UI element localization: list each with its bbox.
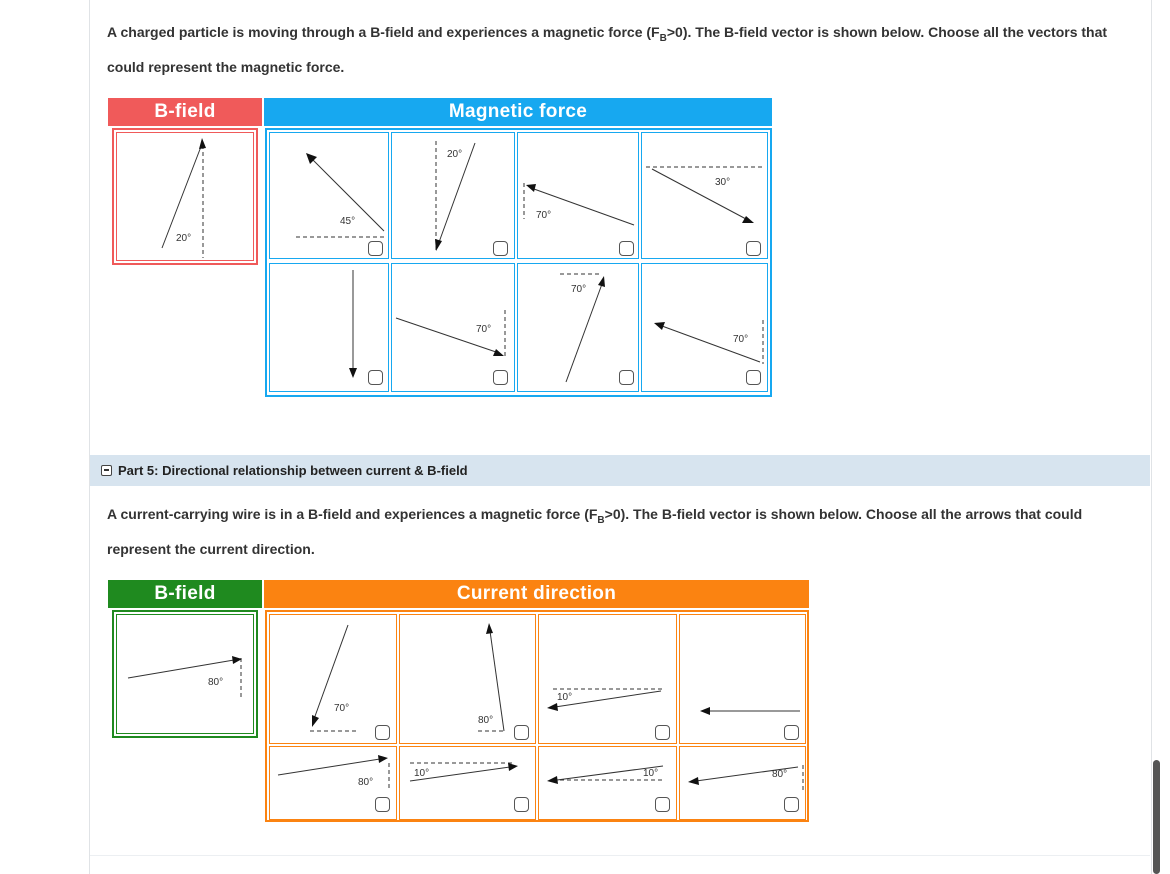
current-angle-8: 80°: [772, 769, 788, 780]
option-current-7[interactable]: [538, 746, 677, 820]
option-current-6[interactable]: [399, 746, 536, 820]
option-force-3[interactable]: [517, 132, 639, 259]
part5-title: Part 5: Directional relationship between current & B-field: [118, 463, 468, 478]
bfield-angle-label-2: 80°: [208, 677, 224, 688]
option-force-4[interactable]: [641, 132, 768, 259]
bfield-vector-cell-2: [112, 610, 258, 738]
scrollbar[interactable]: [1153, 760, 1160, 874]
magnetic-force-grid: [265, 128, 772, 397]
option-checkbox-5[interactable]: [368, 370, 383, 385]
current-angle-3: 10°: [557, 692, 573, 703]
option-angle-7: 70°: [571, 284, 587, 295]
current-checkbox-1[interactable]: [375, 725, 390, 740]
current-angle-6: 10°: [414, 768, 430, 779]
part5-question: A current-carrying wire is in a B-field and experiences a magnetic force $(F_B>0)$. The B-field vector is shown below. Choose all the arrows that could represent the current direction.: [107, 506, 1083, 557]
current-checkbox-4[interactable]: [784, 725, 799, 740]
current-checkbox-7[interactable]: [655, 797, 670, 812]
current-angle-2: 80°: [478, 715, 494, 726]
option-checkbox-6[interactable]: [493, 370, 508, 385]
option-angle-3: 70°: [536, 210, 552, 221]
option-current-3[interactable]: [538, 614, 677, 744]
option-checkbox-8[interactable]: [746, 370, 761, 385]
bfield-arrow-2-icon: [114, 612, 256, 736]
current-checkbox-2[interactable]: [514, 725, 529, 740]
option-force-5[interactable]: [269, 263, 389, 392]
option-angle-8: 70°: [733, 334, 749, 345]
option-angle-6: 70°: [476, 324, 492, 335]
option-current-4[interactable]: [679, 614, 806, 744]
current-direction-header: Current direction: [264, 580, 809, 608]
option-checkbox-1[interactable]: [368, 241, 383, 256]
option-current-1[interactable]: [269, 614, 397, 744]
option-checkbox-7[interactable]: [619, 370, 634, 385]
part4-question: A charged particle is moving through a B-field and experiences a magnetic force $(F_B>0)$. The B-field vector is shown below. Choose all the vectors that could represent the magnetic force.: [107, 24, 1108, 75]
option-current-2[interactable]: [399, 614, 536, 744]
part5-header[interactable]: [90, 455, 1150, 486]
bfield-header-2: B-field: [108, 580, 262, 608]
option-angle-4: 30°: [715, 177, 731, 188]
current-checkbox-8[interactable]: [784, 797, 799, 812]
option-force-2[interactable]: [391, 132, 515, 259]
option-force-6[interactable]: [391, 263, 515, 392]
current-angle-1: 70°: [334, 703, 350, 714]
option-force-1[interactable]: [269, 132, 389, 259]
divider: [90, 855, 1150, 856]
current-angle-7: 10°: [643, 768, 659, 779]
bfield-arrow-icon: [114, 130, 256, 263]
option-checkbox-3[interactable]: [619, 241, 634, 256]
option-angle-1: 45°: [340, 216, 356, 227]
option-angle-2: 20°: [447, 149, 463, 160]
option-force-7[interactable]: [517, 263, 639, 392]
bfield-vector-cell: [112, 128, 258, 265]
current-checkbox-6[interactable]: [514, 797, 529, 812]
current-checkbox-3[interactable]: [655, 725, 670, 740]
collapse-icon[interactable]: [101, 465, 112, 476]
current-checkbox-5[interactable]: [375, 797, 390, 812]
current-angle-5: 80°: [358, 777, 374, 788]
option-checkbox-2[interactable]: [493, 241, 508, 256]
option-current-8[interactable]: [679, 746, 806, 820]
bfield-angle-label: 20°: [176, 233, 192, 244]
bfield-header: B-field: [108, 98, 262, 126]
option-current-5[interactable]: [269, 746, 397, 820]
option-force-8[interactable]: [641, 263, 768, 392]
magnetic-force-header: Magnetic force: [264, 98, 772, 126]
current-direction-grid: [265, 610, 809, 822]
option-checkbox-4[interactable]: [746, 241, 761, 256]
